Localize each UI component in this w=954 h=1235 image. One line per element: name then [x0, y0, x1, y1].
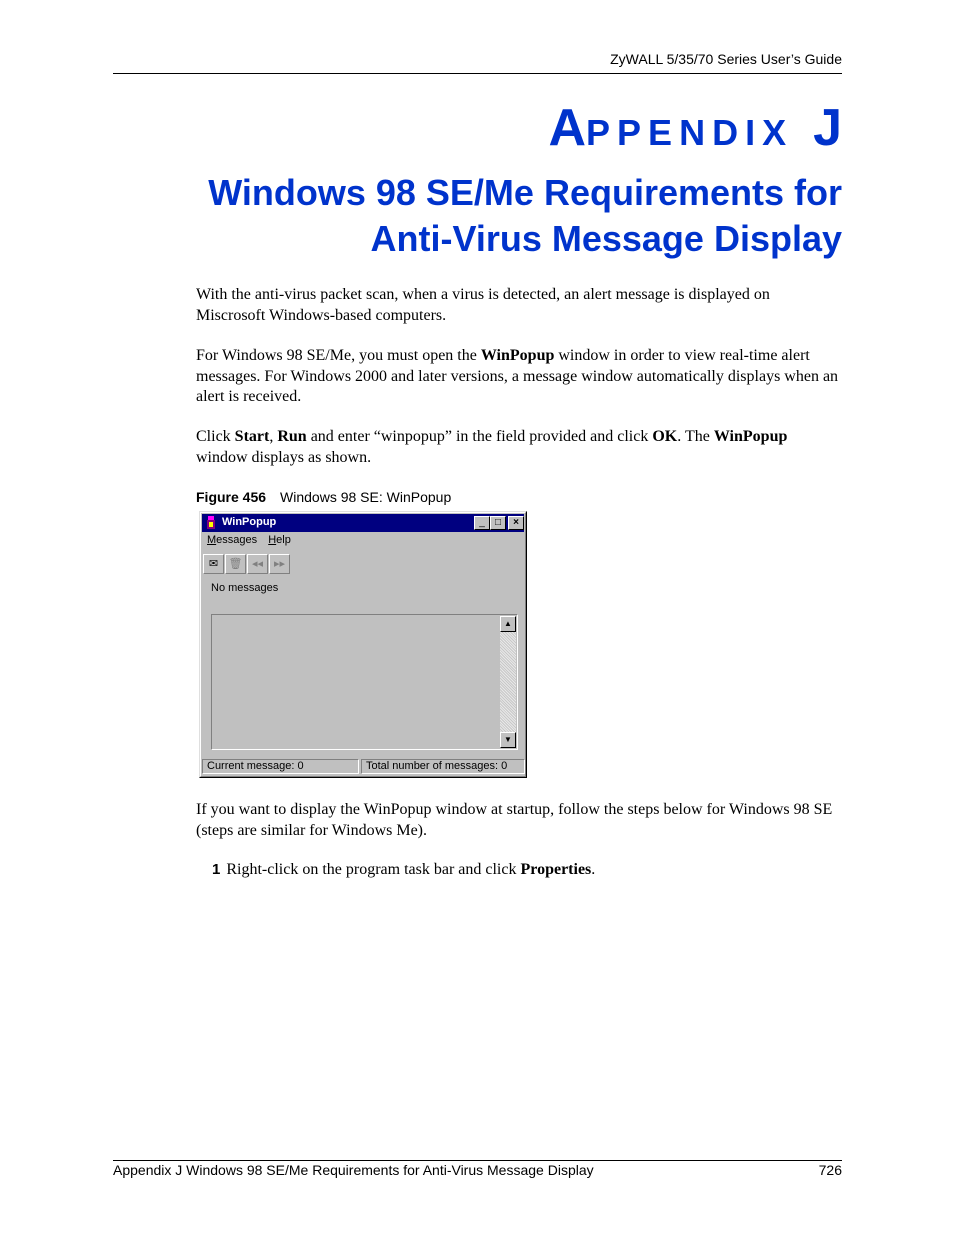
- vertical-scrollbar[interactable]: [500, 616, 516, 748]
- appendix-cap: A: [548, 99, 587, 157]
- menu-label: elp: [276, 534, 291, 546]
- text-span: window displays as shown.: [196, 448, 372, 466]
- message-status: No messages: [211, 582, 279, 594]
- text-span: . The: [677, 428, 714, 445]
- current-message-status: Current message: 0: [202, 759, 359, 774]
- menu-messages[interactable]: [207, 534, 257, 546]
- winpopup-app-icon: [205, 516, 217, 530]
- envelope-icon[interactable]: ✉: [203, 554, 224, 574]
- text-span: .: [591, 861, 596, 878]
- text-span: and enter “winpopup” in the field provided and click: [306, 428, 653, 445]
- text-span: Click: [196, 428, 235, 445]
- window-title: WinPopup: [222, 516, 277, 528]
- maximize-button[interactable]: □: [490, 516, 506, 530]
- step-item: [212, 861, 595, 879]
- intro-paragraph: With the anti-virus packet scan, when a virus is detected, an alert message is displayed on Miscrosoft Windows-based computers.: [196, 286, 770, 324]
- menu-help[interactable]: [268, 534, 291, 546]
- instructions-paragraph: [196, 427, 842, 468]
- page-number: 726: [818, 1162, 842, 1178]
- text-span: ,: [269, 428, 278, 445]
- minimize-button[interactable]: _: [474, 516, 490, 530]
- chapter-title: Windows 98 SE/Me Requirements for Anti-Virus Message Display: [208, 172, 842, 259]
- figure-label: Figure 456: [196, 489, 267, 505]
- appendix-letter: J: [813, 99, 842, 157]
- menu-label: essages: [216, 534, 258, 546]
- scroll-up-icon[interactable]: ▲: [500, 616, 516, 632]
- next-icon[interactable]: ▸▸: [269, 554, 290, 574]
- footer-title: Appendix J Windows 98 SE/Me Requirements for Anti-Virus Message Display: [113, 1162, 594, 1178]
- total-messages-status: Total number of messages: 0: [361, 759, 525, 774]
- appendix-heading: [548, 98, 842, 158]
- startup-paragraph: If you want to display the WinPopup window at startup, follow the steps below for Windows 98 SE (steps are similar for Windows Me).: [196, 801, 833, 839]
- windows-version-paragraph: [196, 346, 842, 408]
- figure-title: Windows 98 SE: WinPopup: [280, 489, 452, 505]
- bold-term: Start: [234, 428, 270, 445]
- bold-term: Run: [277, 428, 307, 445]
- appendix-word: PPENDIX: [586, 112, 794, 153]
- text-span: Right-click on the program task bar and click: [226, 861, 521, 878]
- bold-term: OK: [652, 428, 678, 445]
- header-rule: [113, 73, 842, 74]
- footer-rule: [113, 1160, 842, 1161]
- trash-icon[interactable]: 🗑: [225, 554, 246, 574]
- bold-term: WinPopup: [480, 347, 555, 364]
- text-span: window in order to view real-time alert messages. For Windows 2000 and later versions, a message window automatically displays when an alert is received.: [196, 347, 839, 405]
- winpopup-window: [199, 511, 527, 778]
- figure-caption: [196, 489, 451, 505]
- menu-accelerator: M: [207, 534, 217, 546]
- bold-term: Properties: [520, 861, 592, 878]
- message-area[interactable]: [211, 614, 518, 750]
- close-button[interactable]: ×: [508, 516, 524, 530]
- text-span: For Windows 98 SE/Me, you must open the: [196, 347, 481, 364]
- title-bar[interactable]: [202, 514, 524, 532]
- menu-bar: [207, 534, 299, 546]
- scroll-down-icon[interactable]: ▼: [500, 732, 516, 748]
- step-number: 1: [212, 861, 221, 878]
- menu-accelerator: H: [268, 534, 277, 546]
- previous-icon[interactable]: ◂◂: [247, 554, 268, 574]
- running-header: ZyWALL 5/35/70 Series User’s Guide: [610, 51, 842, 67]
- bold-term: WinPopup: [713, 428, 788, 445]
